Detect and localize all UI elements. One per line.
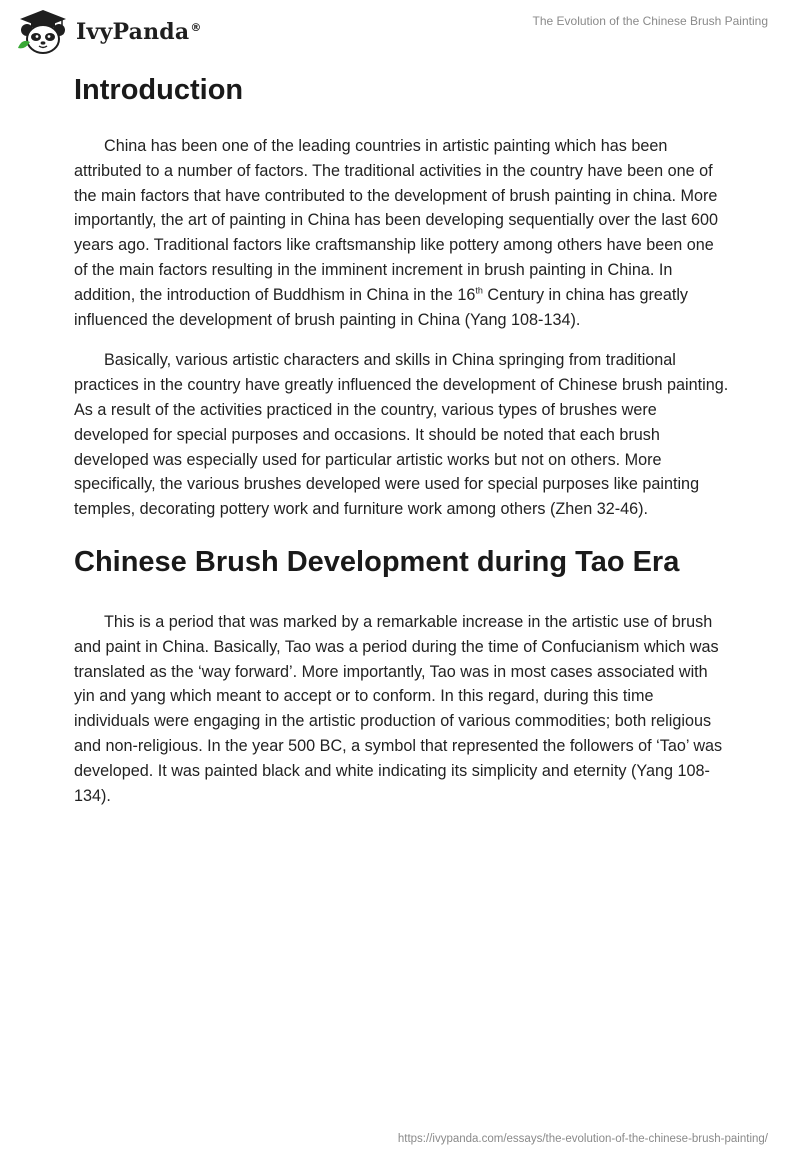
essay-body [74,66,729,824]
section-heading-tao-era: Chinese Brush Development during Tao Era [74,545,680,578]
intro-paragraph-1: China has been one of the leading countries in artistic painting which has been attributed to a number of factors. The traditional activities in the country have been one of the main factors that have contributed to the development of brush painting in china. More importantly, the art of painting in China has been developing sequentially over the last 600 years ago. Traditional factors like craftsmanship like pottery among others have been one of the main factors resulting in the imminent increment in brush painting in China. In addition, the introduction of Buddhism in China in the 16th Century in china has greatly influenced the development of brush painting in China (Yang 108-134). [74,137,719,329]
intro-paragraph-2: Basically, various artistic characters and skills in China springing from traditional practices in the country have greatly influenced the development of Chinese brush painting. As a result of the activities practiced in the country, various types of brushes were developed for special purposes and occasions. It should be noted that each brush developed was especially used for particular artistic works but not on others. More specifically, the various brushes developed were used for special purposes like painting temples, decorating pottery work and furniture work among others (Zhen 32-46). [74,351,729,519]
brand-logo[interactable] [16,8,202,56]
page-header [0,0,800,60]
tao-paragraph-1: This is a period that was marked by a remarkable increase in the artistic use of brush and paint in China. Basically, Tao was a period during the time of Confucianism which was translated as the ‘way forward’. More importantly, Tao was in most cases associated with yin and yang which meant to accept or to conform. In this regard, during this time individuals were engaging in the artistic production of various commodities; both religious and non-religious. In the year 500 BC, a symbol that represented the followers of ‘Tao’ was developed. It was painted black and white indicating its simplicity and eternity (Yang 108-134). [74,612,723,805]
section-heading-introduction: Introduction [74,74,244,106]
document-title: The Evolution of the Chinese Brush Painting [532,14,768,28]
panda-graduate-icon [16,8,70,56]
ordinal-superscript: th [475,285,483,296]
source-url[interactable]: https://ivypanda.com/essays/the-evolution-of-the-chinese-brush-painting/ [397,1133,768,1145]
registered-mark: ® [190,20,202,34]
brand-name: IvyPanda® [76,19,202,45]
